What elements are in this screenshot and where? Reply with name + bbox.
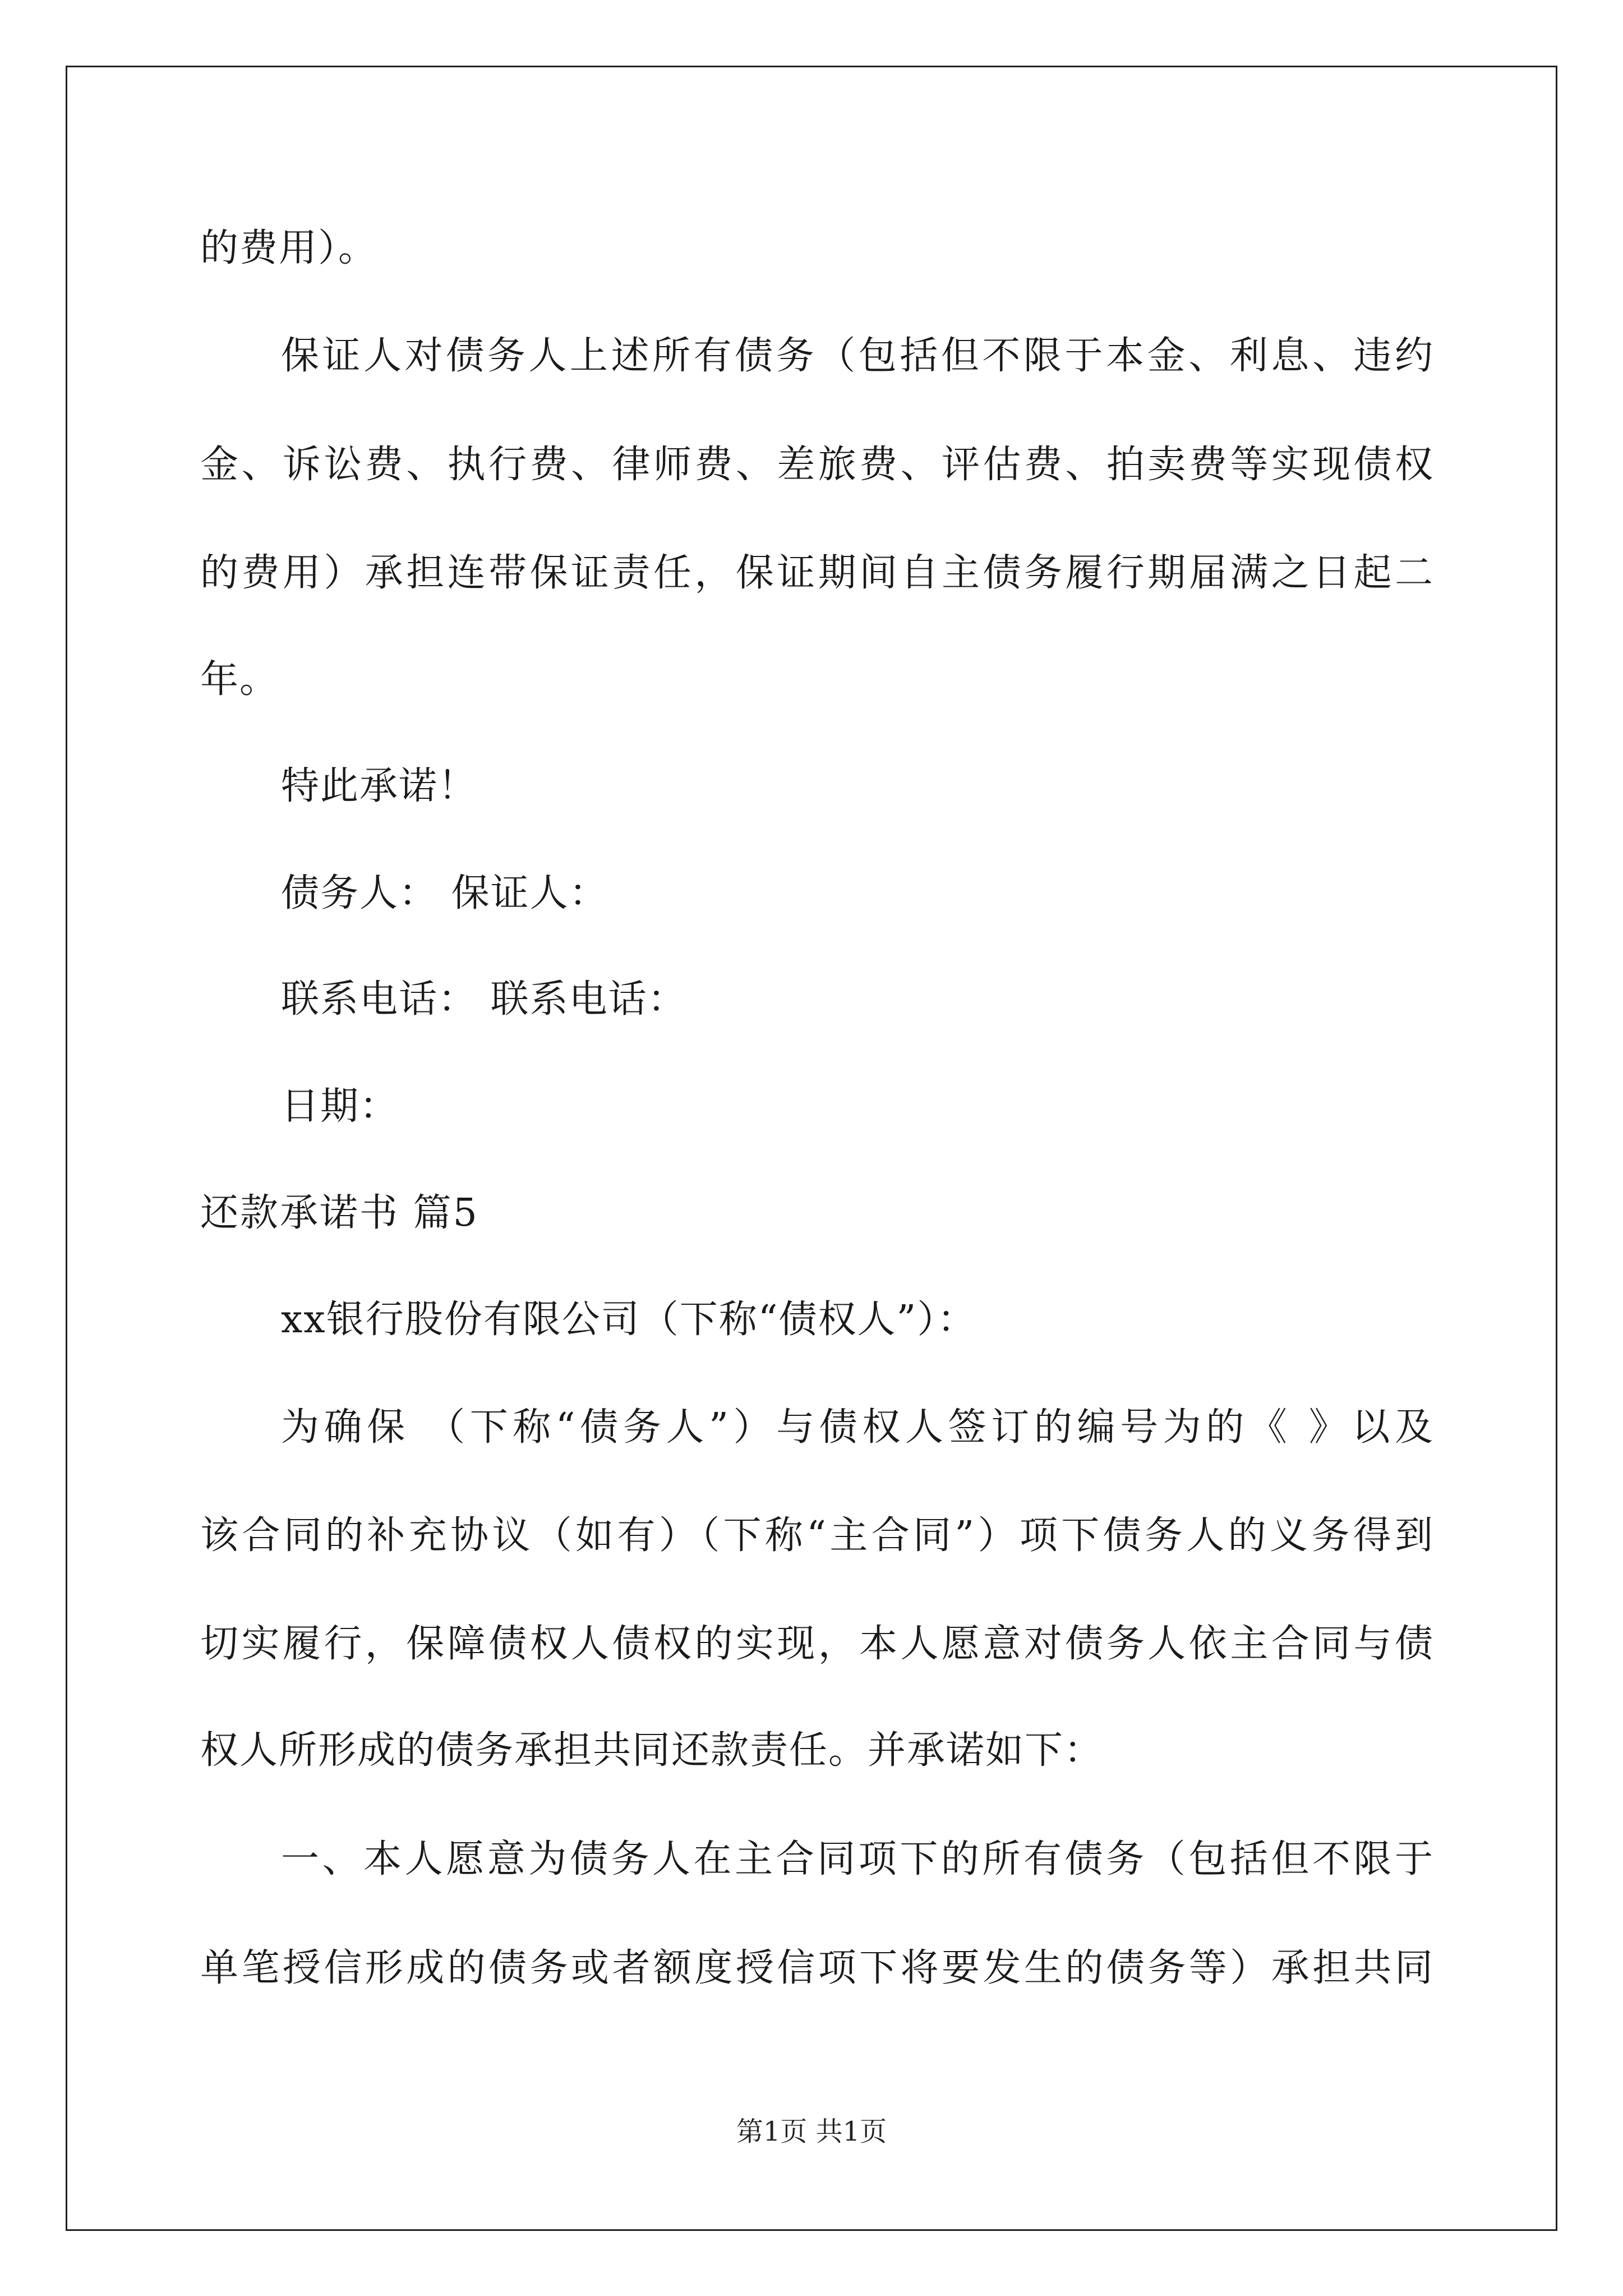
section-heading: 还款承诺书 篇5 bbox=[200, 1191, 479, 1235]
text-line: 权人所形成的债务承担共同还款责任。并承诺如下： bbox=[200, 1728, 1104, 1773]
text-line: 该合同的补充协议（如有）（下称“主合同”）项下债务人的义务得到 bbox=[200, 1513, 1434, 1558]
text-line: 日期： bbox=[281, 1084, 399, 1129]
text-line: 一、本人愿意为债务人在主合同项下的所有债务（包括但不限于 bbox=[281, 1837, 1434, 1881]
text-line: 的费用）。 bbox=[200, 226, 378, 270]
text-line: 切实履行，保障债权人债权的实现，本人愿意对债务人依主合同与债 bbox=[200, 1622, 1434, 1666]
text-line: 年。 bbox=[200, 657, 279, 702]
text-line: 单笔授信形成的债务或者额度授信项下将要发生的债务等）承担共同 bbox=[200, 1946, 1434, 1990]
text-line: 债务人： 保证人： bbox=[281, 871, 608, 915]
text-line: 联系电话： 联系电话： bbox=[281, 977, 687, 1022]
page-footer: 第1页 共1页 bbox=[736, 2116, 887, 2147]
text-line: 保证人对债务人上述所有债务（包括但不限于本金、利息、违约 bbox=[281, 334, 1434, 378]
text-line: 特此承诺！ bbox=[281, 764, 478, 808]
text-line: 为确保 （下称“债务人”）与债权人签订的编号为的《 》以及 bbox=[281, 1405, 1434, 1450]
text-line: 的费用）承担连带保证责任，保证期间自主债务履行期届满之日起二 bbox=[200, 551, 1434, 595]
text-line: xx银行股份有限公司（下称“债权人”）： bbox=[281, 1297, 977, 1342]
text-line: 金、诉讼费、执行费、律师费、差旅费、评估费、拍卖费等实现债权 bbox=[200, 443, 1434, 487]
page-border bbox=[66, 66, 1557, 2231]
